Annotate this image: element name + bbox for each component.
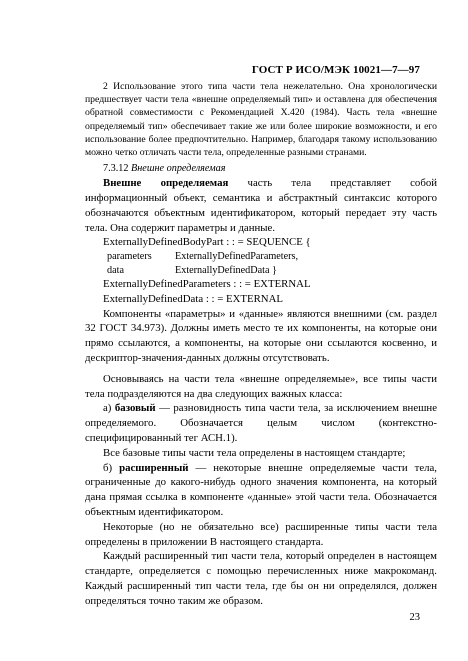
item-a-text: — разновидность типа части тела, за исключением внешне определяемого. Обозначается целым числом (контекстно-специфицированный тег АСН.1). <box>85 402 437 444</box>
page-body <box>85 80 437 609</box>
item-b-prefix: б) <box>103 461 120 474</box>
document-header: ГОСТ Р ИСО/МЭК 10021—7—97 <box>251 64 420 76</box>
section-number: 7.3.12 <box>103 163 129 175</box>
item-a-term: базовый <box>114 402 156 415</box>
each-ext-paragraph: Каждый расширенный тип части тела, который определен в настоящем стандарте, определяется с помощью перечисленных ниже макрокоманд. Каждый расширенный тип части тела, где бы он ни определялся, должен определяться точно таким же образом. <box>85 550 437 607</box>
page-number: 23 <box>409 612 420 623</box>
code-field-parameters <box>107 250 437 263</box>
item-b-term: расширенный <box>119 461 189 474</box>
all-basic-paragraph: Все базовые типы части тела определены в настоящем стандарте; <box>103 446 406 459</box>
code-line-3: ExternallyDefinedData : : = EXTERNAL <box>103 292 283 305</box>
field-type: ExternallyDefinedData } <box>175 264 277 276</box>
item-b-paragraph <box>85 461 437 520</box>
field-type: ExternallyDefinedParameters, <box>175 251 299 263</box>
intro-paragraph <box>85 176 437 235</box>
code-line-1: ExternallyDefinedBodyPart : : = SEQUENCE { <box>103 236 311 249</box>
section-title: Внешне определяемая <box>131 163 226 175</box>
field-name: data <box>107 264 124 276</box>
components-paragraph: Компоненты «параметры» и «данные» являются внешними (см. раздел 32 ГОСТ 34.973). Должны иметь место те их компоненты, на которые они прямо ссылаются, а компоненты, на которые они ссылаются косвенно, и дескриптор-значения-данных должны отсутствовать. <box>85 307 437 364</box>
classes-paragraph: Основываясь на части тела «внешне определяемые», все типы части тела подразделяются на два следующих важных класса: <box>85 372 437 400</box>
section-heading <box>85 162 437 176</box>
field-name: parameters <box>107 251 152 263</box>
item-a-paragraph <box>85 401 437 445</box>
code-line-2: ExternallyDefinedParameters : : = EXTERNAL <box>103 278 311 291</box>
item-b-text: — некоторые внешне определяемые части тела, ограниченные до какого-нибудь одного значения компонента, на который дана прямая ссылка в компоненте «данные» этой части тела. Обозначается объектным идентификатором. <box>85 461 437 518</box>
intro-text: часть тела представляет собой информационный объект, семантика и абстрактный синтаксис которого обозначаются объектным идентификатором, который передает эту часть тела. Она содержит параметры и данные. <box>85 177 437 234</box>
code-field-data <box>107 264 437 277</box>
item-a-prefix: а) <box>103 402 115 415</box>
note-paragraph: 2 Использование этого типа части тела нежелательно. Она хронологически предшествует части тела «внешне определяемый тип» и оставлена для обеспечения обратной совместимости с Рекомендацией X.420 (1984). Часть тела «внешне определяемый тип» обеспечивает такие же или более широкие возможности, и его использование более предпочтительно. Например, благодаря такому использованию можно четко отличать части тела, определенные разными странами. <box>85 81 437 159</box>
intro-term: Внешне определяемая <box>103 177 229 190</box>
some-ext-paragraph: Некоторые (но не обязательно все) расширенные типы части тела определены в приложении В настоящего стандарта. <box>85 520 437 548</box>
